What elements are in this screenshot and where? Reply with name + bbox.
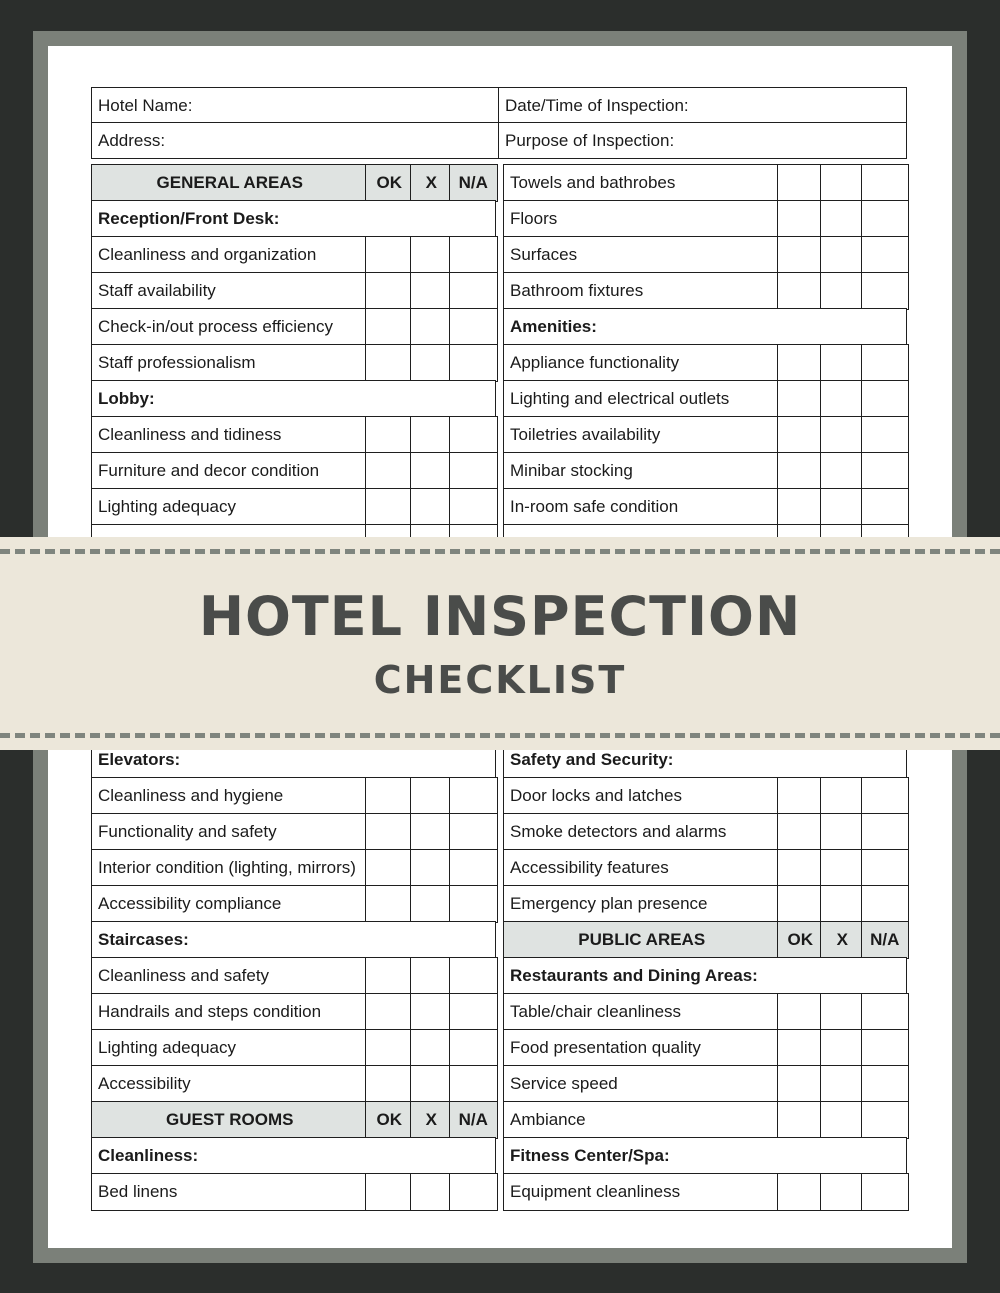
left-checkbox-x[interactable] <box>410 1029 453 1067</box>
left-checkbox-ok[interactable] <box>365 452 414 490</box>
right-checklist-item: Bathroom fixtures <box>503 272 781 310</box>
left-checkbox-ok[interactable] <box>365 777 414 815</box>
right-checkbox-ok[interactable] <box>777 164 824 202</box>
right-checkbox-x[interactable] <box>820 452 865 490</box>
banner-title: HOTEL INSPECTION <box>198 585 802 648</box>
right-checkbox-na[interactable] <box>861 777 909 815</box>
left-checklist-item: Bed linens <box>91 1173 369 1211</box>
right-checkbox-x[interactable] <box>820 200 865 238</box>
banner-subtitle: CHECKLIST <box>373 658 627 702</box>
left-section-heading: Lobby: <box>91 380 496 418</box>
right-checkbox-x[interactable] <box>820 1101 865 1139</box>
right-checklist-item: Table/chair cleanliness <box>503 993 781 1031</box>
left-checkbox-na[interactable] <box>449 272 498 310</box>
left-checklist-item: Cleanliness and safety <box>91 957 369 995</box>
left-checkbox-na[interactable] <box>449 957 498 995</box>
right-checkbox-x[interactable] <box>820 236 865 274</box>
right-checklist-item: Smoke detectors and alarms <box>503 813 781 851</box>
right-checkbox-x[interactable] <box>820 993 865 1031</box>
left-checkbox-na[interactable] <box>449 236 498 274</box>
left-checkbox-ok[interactable] <box>365 1065 414 1103</box>
left-checkbox-na[interactable] <box>449 1029 498 1067</box>
left-column-header-na: N/A <box>449 1101 498 1139</box>
left-column-header-x: X <box>410 1101 453 1139</box>
right-checkbox-na[interactable] <box>861 488 909 526</box>
right-checklist-item: Toiletries availability <box>503 416 781 454</box>
banner-dash-bottom <box>0 733 1000 738</box>
left-checkbox-x[interactable] <box>410 1065 453 1103</box>
right-checkbox-na[interactable] <box>861 272 909 310</box>
right-checkbox-ok[interactable] <box>777 993 824 1031</box>
left-checkbox-ok[interactable] <box>365 957 414 995</box>
right-checkbox-ok[interactable] <box>777 1029 824 1067</box>
left-checkbox-na[interactable] <box>449 885 498 923</box>
right-checkbox-x[interactable] <box>820 1029 865 1067</box>
right-checklist-item: Door locks and latches <box>503 777 781 815</box>
right-checkbox-ok[interactable] <box>777 813 824 851</box>
left-checklist-item: Cleanliness and tidiness <box>91 416 369 454</box>
right-checklist-item: Ambiance <box>503 1101 781 1139</box>
left-checklist-item: Staff professionalism <box>91 344 369 382</box>
left-checkbox-ok[interactable] <box>365 236 414 274</box>
left-checkbox-x[interactable] <box>410 488 453 526</box>
left-section-heading: Staircases: <box>91 921 496 959</box>
right-checkbox-x[interactable] <box>820 272 865 310</box>
left-checkbox-ok[interactable] <box>365 993 414 1031</box>
left-checkbox-na[interactable] <box>449 1173 498 1211</box>
left-checklist-item: Accessibility compliance <box>91 885 369 923</box>
right-checkbox-x[interactable] <box>820 344 865 382</box>
left-checkbox-ok[interactable] <box>365 1029 414 1067</box>
left-checkbox-ok[interactable] <box>365 849 414 887</box>
right-checkbox-ok[interactable] <box>777 344 824 382</box>
right-checkbox-ok[interactable] <box>777 849 824 887</box>
right-checkbox-ok[interactable] <box>777 380 824 418</box>
right-section-heading: Amenities: <box>503 308 907 346</box>
left-checkbox-ok[interactable] <box>365 488 414 526</box>
left-checkbox-x[interactable] <box>410 957 453 995</box>
right-checkbox-x[interactable] <box>820 488 865 526</box>
left-checkbox-ok[interactable] <box>365 272 414 310</box>
right-checklist-item: Accessibility features <box>503 849 781 887</box>
right-checkbox-na[interactable] <box>861 200 909 238</box>
right-checkbox-na[interactable] <box>861 1065 909 1103</box>
left-checkbox-ok[interactable] <box>365 813 414 851</box>
right-checkbox-na[interactable] <box>861 885 909 923</box>
left-checklist-item: Cleanliness and organization <box>91 236 369 274</box>
left-checkbox-na[interactable] <box>449 416 498 454</box>
banner-dash-top <box>0 549 1000 554</box>
right-checkbox-ok[interactable] <box>777 1101 824 1139</box>
left-checklist-item: Check-in/out process efficiency <box>91 308 369 346</box>
right-checkbox-ok[interactable] <box>777 777 824 815</box>
right-checkbox-na[interactable] <box>861 416 909 454</box>
left-checkbox-x[interactable] <box>410 777 453 815</box>
right-checkbox-x[interactable] <box>820 885 865 923</box>
right-column-header-x: X <box>820 921 865 959</box>
left-checkbox-x[interactable] <box>410 993 453 1031</box>
left-checkbox-na[interactable] <box>449 777 498 815</box>
left-checkbox-na[interactable] <box>449 452 498 490</box>
right-checkbox-ok[interactable] <box>777 1065 824 1103</box>
right-section-heading: Restaurants and Dining Areas: <box>503 957 907 995</box>
right-checkbox-na[interactable] <box>861 1029 909 1067</box>
right-checklist-item: Service speed <box>503 1065 781 1103</box>
left-checkbox-x[interactable] <box>410 885 453 923</box>
right-checkbox-na[interactable] <box>861 452 909 490</box>
right-checkbox-na[interactable] <box>861 380 909 418</box>
right-checkbox-ok[interactable] <box>777 452 824 490</box>
right-checkbox-x[interactable] <box>820 380 865 418</box>
right-checklist-item: Emergency plan presence <box>503 885 781 923</box>
right-section-heading: Safety and Security: <box>503 741 907 779</box>
right-checkbox-x[interactable] <box>820 416 865 454</box>
purpose-field[interactable]: Purpose of Inspection: <box>498 122 907 159</box>
right-checkbox-ok[interactable] <box>777 416 824 454</box>
right-checklist-item: Minibar stocking <box>503 452 781 490</box>
left-checkbox-x[interactable] <box>410 1173 453 1211</box>
right-column-header-na: N/A <box>861 921 909 959</box>
right-checklist-item: Floors <box>503 200 781 238</box>
left-checklist-item: Handrails and steps condition <box>91 993 369 1031</box>
right-checkbox-x[interactable] <box>820 849 865 887</box>
left-checkbox-x[interactable] <box>410 272 453 310</box>
right-checkbox-ok[interactable] <box>777 1173 824 1211</box>
left-checkbox-na[interactable] <box>449 344 498 382</box>
address-field[interactable]: Address: <box>91 122 500 159</box>
right-checkbox-na[interactable] <box>861 236 909 274</box>
left-column-header-x: X <box>410 164 453 202</box>
left-section-heading: Elevators: <box>91 741 496 779</box>
left-checkbox-na[interactable] <box>449 849 498 887</box>
left-category-header: GENERAL AREAS <box>91 164 369 202</box>
date-time-field[interactable]: Date/Time of Inspection: <box>498 87 907 124</box>
right-checkbox-x[interactable] <box>820 164 865 202</box>
right-checkbox-x[interactable] <box>820 1173 865 1211</box>
right-column-header-ok: OK <box>777 921 824 959</box>
left-category-header: GUEST ROOMS <box>91 1101 369 1139</box>
right-checklist-item: Equipment cleanliness <box>503 1173 781 1211</box>
left-checklist-item: Interior condition (lighting, mirrors) <box>91 849 369 887</box>
left-checkbox-ok[interactable] <box>365 308 414 346</box>
left-checkbox-na[interactable] <box>449 993 498 1031</box>
right-checkbox-ok[interactable] <box>777 272 824 310</box>
right-checkbox-ok[interactable] <box>777 488 824 526</box>
left-checkbox-x[interactable] <box>410 416 453 454</box>
left-checklist-item: Cleanliness and hygiene <box>91 777 369 815</box>
right-checkbox-x[interactable] <box>820 813 865 851</box>
right-checkbox-na[interactable] <box>861 813 909 851</box>
right-checkbox-x[interactable] <box>820 1065 865 1103</box>
left-checkbox-x[interactable] <box>410 308 453 346</box>
left-checkbox-ok[interactable] <box>365 885 414 923</box>
left-checkbox-na[interactable] <box>449 1065 498 1103</box>
right-checkbox-ok[interactable] <box>777 885 824 923</box>
right-checkbox-x[interactable] <box>820 777 865 815</box>
right-checkbox-ok[interactable] <box>777 236 824 274</box>
left-checkbox-x[interactable] <box>410 452 453 490</box>
right-checklist-item: In-room safe condition <box>503 488 781 526</box>
left-checkbox-ok[interactable] <box>365 1173 414 1211</box>
left-section-heading: Reception/Front Desk: <box>91 200 496 238</box>
right-checklist-item: Appliance functionality <box>503 344 781 382</box>
right-checkbox-na[interactable] <box>861 344 909 382</box>
left-column-header-ok: OK <box>365 164 414 202</box>
right-category-header: PUBLIC AREAS <box>503 921 781 959</box>
right-checkbox-na[interactable] <box>861 1101 909 1139</box>
right-checklist-item: Surfaces <box>503 236 781 274</box>
left-checklist-item: Lighting adequacy <box>91 1029 369 1067</box>
hotel-name-field[interactable]: Hotel Name: <box>91 87 500 124</box>
right-checkbox-ok[interactable] <box>777 200 824 238</box>
left-checkbox-ok[interactable] <box>365 416 414 454</box>
left-checklist-item: Accessibility <box>91 1065 369 1103</box>
left-checkbox-x[interactable] <box>410 236 453 274</box>
left-checkbox-na[interactable] <box>449 813 498 851</box>
left-checklist-item: Staff availability <box>91 272 369 310</box>
right-checklist-item: Food presentation quality <box>503 1029 781 1067</box>
left-checklist-item: Furniture and decor condition <box>91 452 369 490</box>
right-checkbox-na[interactable] <box>861 164 909 202</box>
left-checkbox-ok[interactable] <box>365 344 414 382</box>
left-section-heading: Cleanliness: <box>91 1137 496 1175</box>
left-column-header-na: N/A <box>449 164 498 202</box>
left-checkbox-na[interactable] <box>449 308 498 346</box>
right-checkbox-na[interactable] <box>861 993 909 1031</box>
left-checkbox-x[interactable] <box>410 813 453 851</box>
right-checkbox-na[interactable] <box>861 849 909 887</box>
right-checklist-item: Towels and bathrobes <box>503 164 781 202</box>
left-column-header-ok: OK <box>365 1101 414 1139</box>
left-checkbox-x[interactable] <box>410 849 453 887</box>
right-checkbox-na[interactable] <box>861 1173 909 1211</box>
left-checklist-item: Lighting adequacy <box>91 488 369 526</box>
left-checkbox-x[interactable] <box>410 344 453 382</box>
right-section-heading: Fitness Center/Spa: <box>503 1137 907 1175</box>
left-checklist-item: Functionality and safety <box>91 813 369 851</box>
right-checklist-item: Lighting and electrical outlets <box>503 380 781 418</box>
left-checkbox-na[interactable] <box>449 488 498 526</box>
